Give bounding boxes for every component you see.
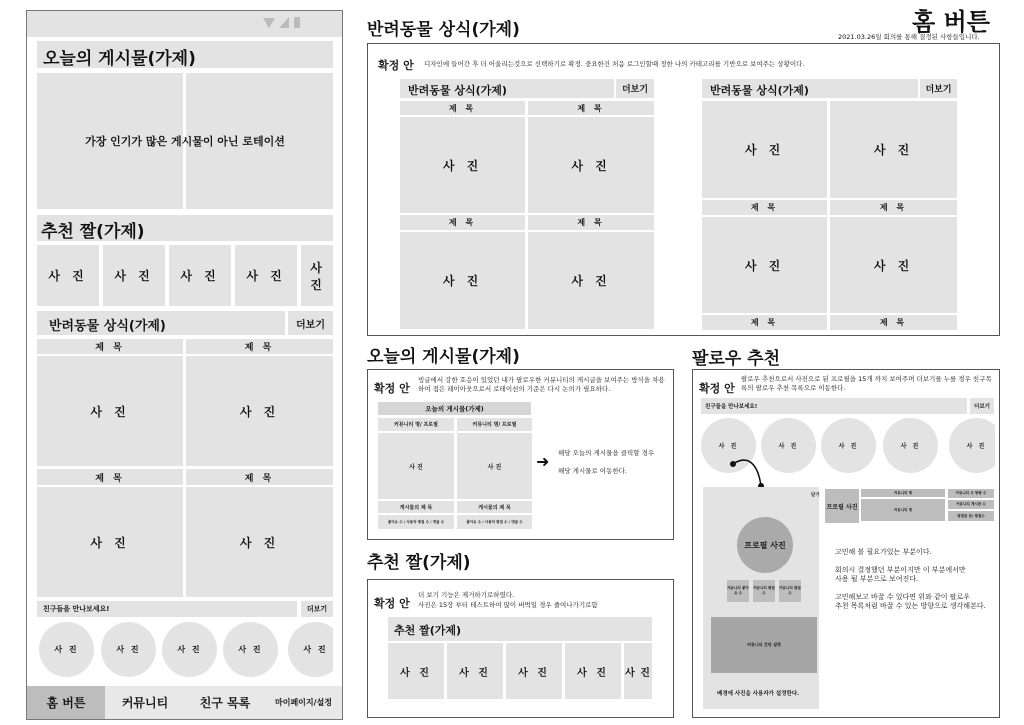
profile-card bbox=[703, 487, 819, 709]
friends-more-button[interactable]: 더보기 bbox=[301, 601, 333, 617]
pet-title-cell: 제 목 bbox=[830, 200, 957, 215]
follow-note: 사용 될 부분으로 보여진다. bbox=[835, 575, 919, 583]
date-note: 2021.03.26일 회의를 통해 결정된 사항들입니다. bbox=[838, 33, 980, 41]
pet-panel-title: 반려동물 상식(가제) bbox=[710, 84, 809, 97]
wifi-icon bbox=[263, 18, 275, 28]
status-bar bbox=[27, 11, 342, 37]
recommend-header bbox=[37, 215, 333, 241]
friend-avatar-partial-clip bbox=[284, 622, 333, 677]
recommend-photo[interactable]: 사 진 bbox=[565, 643, 621, 699]
profile-bg-note: 배경에 사진을 사용자가 설정한다. bbox=[717, 691, 800, 697]
today-mini-title: 오늘의 게시물(가제) bbox=[378, 402, 531, 415]
nav-mypage[interactable]: 마이페이지/설정 bbox=[274, 698, 333, 707]
side-profile-photo: 프로필 사진 bbox=[825, 489, 859, 523]
pet-panel-more[interactable]: 더보기 bbox=[920, 79, 957, 98]
pet-more-button[interactable]: 더보기 bbox=[288, 311, 333, 335]
follow-avatar[interactable]: 사 진 bbox=[821, 418, 876, 473]
today-stats-cell: 좋아요 수 / 사용자 평점 수 / 댓글 수 bbox=[378, 515, 454, 529]
recommend-photo[interactable]: 사 진 bbox=[388, 643, 444, 699]
today-desc: 빙글에서 강한 호응이 있었던 내가 팔로우한 커뮤니티의 게시글을 보여주는 방식을 차용하여 접은 레이아웃으로서 로테이션의 기준은 다시 논의가 필요하다. bbox=[418, 376, 665, 393]
recommend-photo[interactable]: 사 진 bbox=[624, 643, 652, 699]
follow-note: 고민해보고 바꿀 수 있다면 위와 같이 팔로우 bbox=[835, 593, 971, 601]
friend-avatar[interactable]: 사 진 bbox=[288, 622, 333, 677]
recommend-confirmed-label: 확정 안 bbox=[374, 597, 410, 610]
recommend-title: 추천 짤(가제) bbox=[41, 222, 145, 242]
today-community-label: 커뮤니티 명/ 프로필 bbox=[378, 418, 454, 431]
pet-photo[interactable]: 사 진 bbox=[37, 487, 183, 597]
recommend-photo[interactable]: 사 진 bbox=[235, 245, 297, 306]
pet-header bbox=[37, 311, 285, 335]
friend-avatar[interactable]: 사 진 bbox=[223, 622, 278, 677]
recommend-photo[interactable]: 사 진 bbox=[506, 643, 562, 699]
phone-frame bbox=[26, 10, 343, 720]
recommend-photo[interactable]: 사 진 bbox=[103, 245, 165, 306]
pet-title-cell: 제 목 bbox=[702, 315, 827, 330]
pet-photo[interactable]: 사 진 bbox=[400, 117, 525, 213]
pet-photo[interactable]: 사 진 bbox=[400, 232, 525, 329]
friends-header-label: 친구들을 만나보세요! bbox=[43, 605, 110, 613]
pet-title-cell: 제 목 bbox=[37, 339, 183, 354]
recommend-photo[interactable]: 사 진 bbox=[37, 245, 99, 306]
follow-avatar[interactable]: 사 진 bbox=[701, 418, 756, 473]
follow-avatar[interactable]: 사 진 bbox=[883, 418, 938, 473]
pet-photo[interactable]: 사 진 bbox=[702, 101, 827, 198]
pet-title-cell: 제 목 bbox=[37, 469, 183, 485]
pet-confirmed-label: 확정 안 bbox=[378, 59, 414, 72]
pet-title-cell: 제 목 bbox=[528, 215, 654, 230]
side-cell: 평점등 등/ 평점수 bbox=[948, 511, 994, 521]
recommend-section-box bbox=[367, 579, 674, 718]
pet-title-cell: 제 목 bbox=[400, 101, 525, 115]
recommend-photo[interactable]: 사 진 bbox=[169, 245, 231, 306]
pet-photo[interactable]: 사 진 bbox=[37, 356, 183, 466]
follow-section-box bbox=[692, 369, 1000, 718]
side-cell: 커뮤니티 명 bbox=[861, 489, 945, 497]
recommend-section-heading: 추천 짤(가제) bbox=[367, 553, 471, 573]
pet-title-cell: 제 목 bbox=[528, 101, 654, 115]
recommend-panel-title: 추천 짤(가제) bbox=[394, 624, 462, 637]
follow-note: 회의시 결정했던 부분이지만 이 부분에서만 bbox=[835, 566, 966, 574]
today-community-label: 커뮤니티 명/ 프로필 bbox=[457, 418, 532, 431]
nav-friends[interactable]: 친구 목록 bbox=[199, 696, 251, 710]
pet-photo[interactable]: 사 진 bbox=[528, 232, 654, 329]
pet-desc: 디자인에 들어간 후 더 어울리는것으로 선택하기로 확정. 중요한건 처음 로그인할때 정한 나의 카테고리를 기반으로 보여주는 상황이다. bbox=[424, 60, 805, 68]
follow-desc: 팔로우 추천으로서 사진으로 된 프로필을 15개 까지 보여주며 더보기를 누를 경우 친구목록의 팔로우 추천 목록으로 이동한다. bbox=[741, 375, 992, 392]
pet-photo[interactable]: 사 진 bbox=[186, 356, 333, 466]
profile-stat: 커뮤니티 평점 수 bbox=[753, 580, 775, 602]
today-post-title-cell: 게시물의 제 목 bbox=[457, 501, 532, 513]
friend-avatar[interactable]: 사 진 bbox=[101, 622, 156, 677]
pet-title: 반려동물 상식(가제) bbox=[49, 319, 166, 334]
recommend-photo[interactable]: 사 진 bbox=[447, 643, 503, 699]
today-section-box bbox=[367, 369, 674, 540]
rotation-label: 가장 인기가 많은 게시물이 아닌 로테이션 bbox=[85, 135, 285, 148]
today-post-header bbox=[37, 41, 333, 68]
follow-avatar[interactable]: 사 진 bbox=[761, 418, 816, 473]
follow-note: 추천 목록처럼 바꿀 수 있는 방향으로 생각해본다. bbox=[835, 602, 986, 610]
profile-activity: 커뮤니티 간단 설명 bbox=[711, 617, 817, 673]
follow-more-button[interactable]: 더보기 bbox=[970, 398, 994, 414]
page-title: 홈 버튼 bbox=[912, 8, 990, 36]
follow-section-heading: 팔로우 추천 bbox=[692, 349, 781, 369]
follow-friends-label: 친구들을 만나보세요! bbox=[705, 404, 758, 410]
recommend-panel-header bbox=[388, 617, 652, 641]
today-arrow-note: 해당 오늘의 게시물을 클릭할 경우 bbox=[558, 449, 655, 457]
profile-close[interactable]: 닫기 bbox=[811, 493, 820, 498]
pet-panel-header bbox=[702, 79, 918, 98]
pet-photo[interactable]: 사 진 bbox=[830, 101, 957, 198]
pet-title-cell: 제 목 bbox=[186, 339, 333, 354]
pet-section-heading: 반려동물 상식(가제) bbox=[367, 20, 520, 40]
pet-panel-more[interactable]: 더보기 bbox=[616, 79, 654, 98]
pet-photo[interactable]: 사 진 bbox=[186, 487, 333, 597]
nav-home[interactable]: 홈 버튼 bbox=[27, 686, 105, 719]
profile-stat: 커뮤니티 평점 수 bbox=[779, 580, 801, 602]
friends-header bbox=[37, 601, 297, 617]
bottom-nav bbox=[27, 686, 342, 719]
side-cell: 커뮤니티 주 방향 수 bbox=[948, 489, 994, 498]
pet-photo[interactable]: 사 진 bbox=[830, 217, 957, 313]
pet-panel-title: 반려동물 상식(가제) bbox=[408, 84, 507, 97]
pet-panel-header bbox=[400, 79, 614, 98]
today-mini-photo: 사 진 bbox=[378, 433, 454, 499]
recommend-photo[interactable]: 사 진 bbox=[301, 245, 333, 306]
today-arrow-note: 해당 게시물로 이동한다. bbox=[558, 467, 627, 475]
profile-stat: 커뮤니티 좋아요 수 bbox=[727, 580, 749, 602]
friend-avatar[interactable]: 사 진 bbox=[162, 622, 217, 677]
follow-confirmed-label: 확정 안 bbox=[699, 382, 735, 395]
today-post-title: 오늘의 게시물(가제) bbox=[43, 49, 196, 69]
nav-community[interactable]: 커뮤니티 bbox=[121, 696, 169, 710]
pet-title-cell: 제 목 bbox=[400, 215, 525, 230]
signal-icon bbox=[279, 17, 289, 28]
today-post-title-cell: 게시물의 제 목 bbox=[378, 501, 454, 513]
side-cell: 커뮤니티 명 bbox=[861, 499, 945, 521]
follow-avatar[interactable]: 사 진 bbox=[949, 418, 995, 473]
battery-icon bbox=[294, 17, 300, 28]
follow-note: 고민해 볼 필요가있는 부분이다. bbox=[835, 548, 932, 556]
recommend-desc: 사진은 15장 부터 테스트하여 많이 버벅일 경우 줄여나가기로함 bbox=[418, 601, 598, 609]
side-cell: 커뮤니티 게시판 수 bbox=[948, 500, 994, 509]
pet-photo[interactable]: 사 진 bbox=[528, 117, 654, 213]
recommend-desc: 더 보기 기능은 제거하기로하였다. bbox=[418, 591, 515, 599]
profile-photo: 프로필 사진 bbox=[737, 517, 793, 573]
pet-title-cell: 제 목 bbox=[702, 200, 827, 215]
pet-title-cell: 제 목 bbox=[830, 315, 957, 330]
today-stats-cell: 좋아요 수 / 사용자 평점 수 / 댓글 수 bbox=[457, 515, 532, 529]
pet-title-cell: 제 목 bbox=[186, 469, 333, 485]
pet-section-box bbox=[367, 43, 1000, 336]
arrow-right-icon: ➜ bbox=[536, 452, 550, 471]
follow-friends-header bbox=[701, 398, 967, 414]
pet-photo[interactable]: 사 진 bbox=[702, 217, 827, 313]
today-section-heading: 오늘의 게시물(가제) bbox=[367, 347, 520, 367]
today-confirmed-label: 확정 안 bbox=[374, 382, 410, 395]
today-mini-photo: 사 진 bbox=[457, 433, 532, 499]
friend-avatar[interactable]: 사 진 bbox=[39, 622, 94, 677]
follow-avatar-partial-clip bbox=[943, 418, 995, 473]
